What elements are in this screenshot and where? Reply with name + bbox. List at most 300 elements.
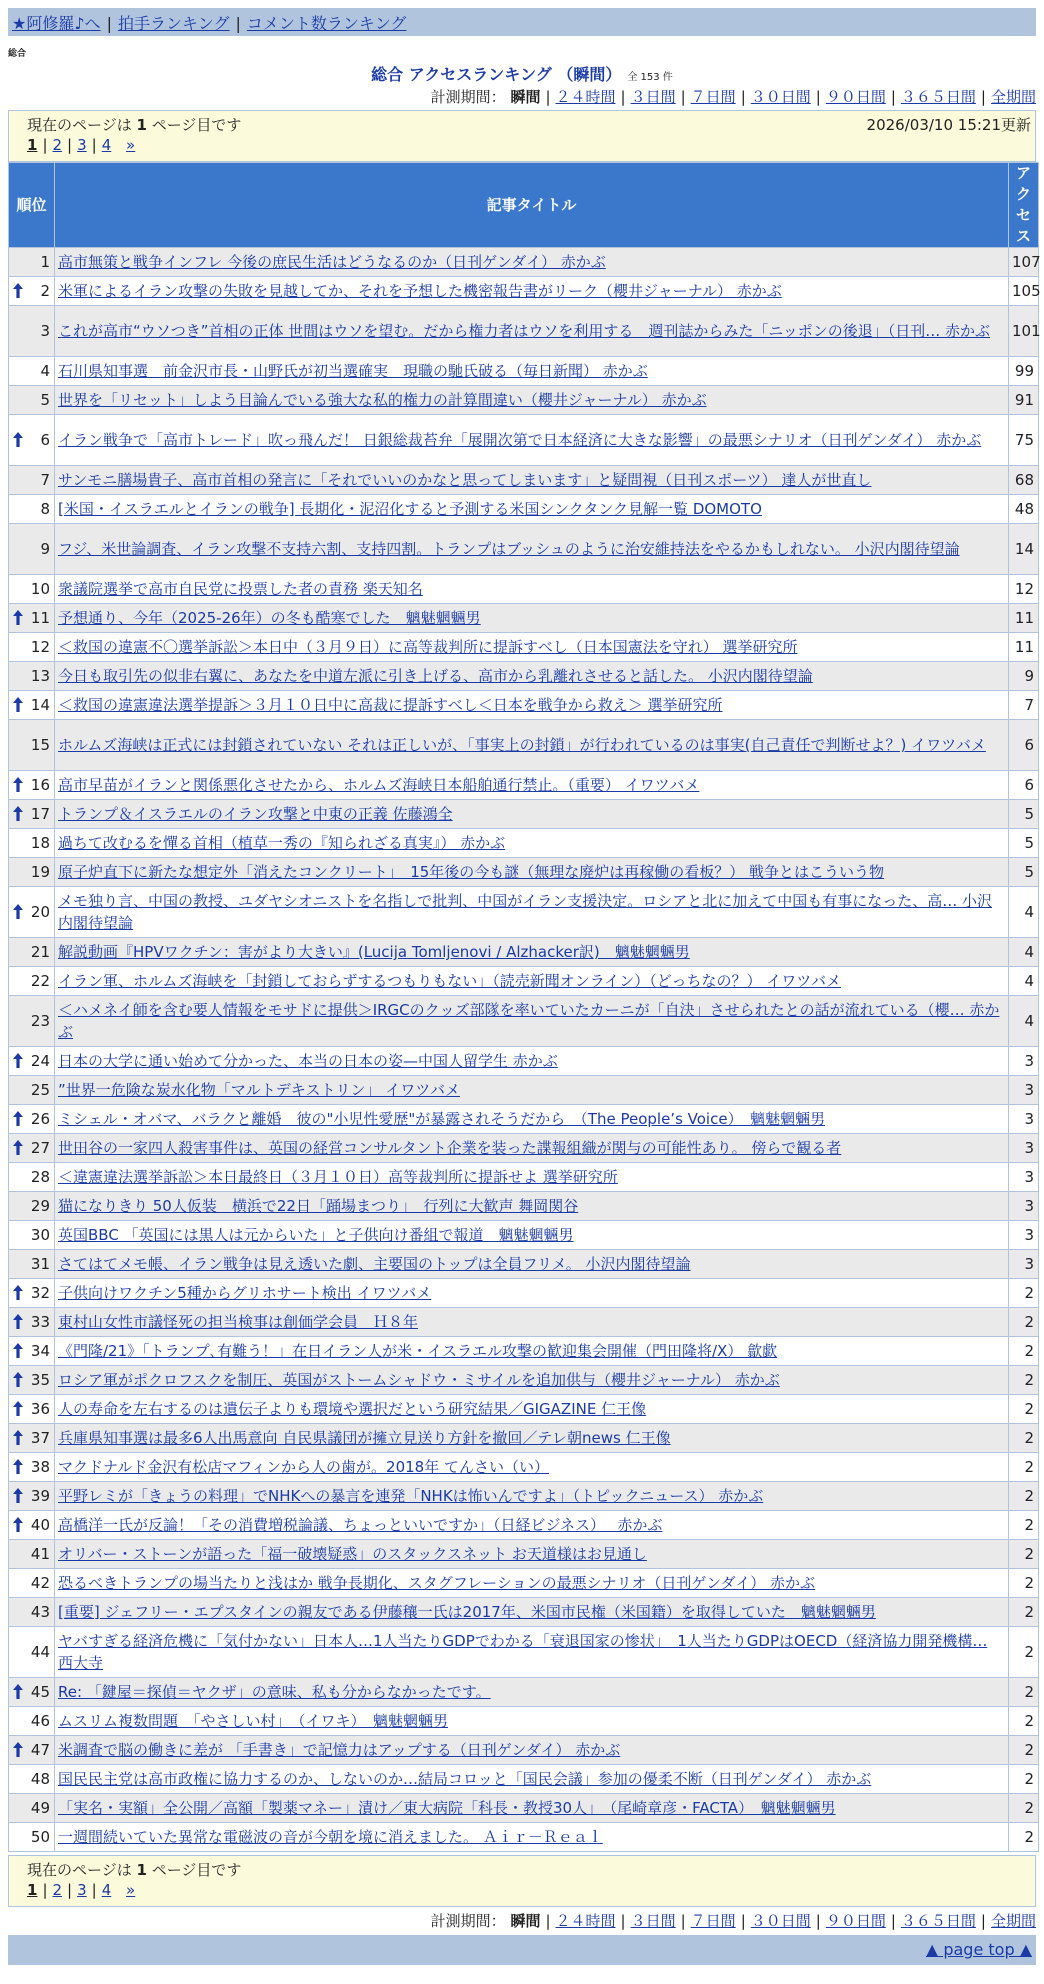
page-top-bar [8,1935,1036,1965]
ranking-table [8,162,1039,1852]
title-cell [55,306,1009,357]
access-count: 107 [1009,248,1039,277]
pager-box-bottom [8,1855,1036,1907]
title-cell [55,887,1009,938]
rank-cell [9,1134,55,1163]
updated-timestamp: 2026/03/10 15:21更新 [866,116,1031,134]
access-count: 2 [1009,1823,1039,1852]
title-cell [55,1627,1009,1678]
article-title-link[interactable]: [重要] ジェフリー・エプスタインの親友である伊藤穰一氏は2017年、米国市民権（米国籍）を取得していた 魑魅魍魎男 [58,1603,876,1621]
table-row [9,691,1039,720]
table-row [9,967,1039,996]
category-label: 総合 [8,49,27,59]
rank-number: 24 [30,1052,50,1070]
title-cell [55,720,1009,771]
article-title-link[interactable]: Re: 「鍵屋＝探偵＝ヤクザ」の意味、私も分からなかったです。 [58,1683,491,1701]
title-cell [55,691,1009,720]
table-row [9,1192,1039,1221]
rank-cell [9,1221,55,1250]
rank-cell [9,1627,55,1678]
rank-number: 39 [30,1487,50,1505]
up-arrow-icon [13,1401,23,1416]
access-count: 2 [1009,1569,1039,1598]
rank-number: 11 [30,609,50,627]
access-count: 9 [1009,662,1039,691]
rank-number: 27 [30,1139,50,1157]
top-nav-bar [8,8,1036,36]
table-row [9,829,1039,858]
period-link-3d[interactable]: ３日間 [630,88,676,106]
access-count: 5 [1009,858,1039,887]
article-title-link[interactable]: 衆議院選挙で高市自民党に投票した者の責務 楽天知名 [58,580,423,598]
rank-cell [9,1163,55,1192]
rank-number: 22 [30,972,50,990]
access-count: 101 [1009,306,1039,357]
article-title-link[interactable]: 日本の大学に通い始めて分かった、本当の日本の姿—中国人留学生 赤かぶ [58,1052,558,1070]
rank-number: 3 [40,322,50,340]
title-cell [55,1366,1009,1395]
period-link-24h[interactable]: ２４時間 [555,1912,616,1930]
period-link-30d[interactable]: ３０日間 [750,88,811,106]
up-arrow-icon [13,1488,23,1503]
rank-number: 33 [30,1313,50,1331]
table-row [9,1395,1039,1424]
article-title-link[interactable]: さてはてメモ帳、イラン戦争は見え透いた劇、主要国のトップは全員フリメ。 小沢内閣待望論 [58,1255,691,1273]
table-row [9,1707,1039,1736]
article-title-link[interactable]: 原子炉直下に新たな想定外「消えたコンクリート」 15年後の今も謎（無理な廃炉は再稼働の看板？） 戦争とはこういう物 [58,863,885,881]
article-title-link[interactable]: 高橋洋一氏が反論！「その消費増税論議、ちょっといいですか」（日経ビジネス） 赤かぶ [58,1516,663,1534]
table-row [9,1279,1039,1308]
rank-cell [9,524,55,575]
title-cell [55,662,1009,691]
rank-number: 28 [30,1168,50,1186]
page-title-text: 総合 アクセスランキング （瞬間） [371,65,622,84]
rank-number: 21 [30,943,50,961]
rank-cell [9,1279,55,1308]
pager-page-3[interactable]: 3 [77,136,87,154]
access-count: 3 [1009,1047,1039,1076]
article-title-link[interactable]: 子供向けワクチン5種からグリホサート検出 イワツバメ [58,1284,432,1302]
nav-separator: | [235,14,241,33]
article-title-link[interactable]: 国民民主党は高市政権に協力するのか、しないのか…結局コロッと「国民会議」参加の優柔不断（日刊ゲンダイ） 赤かぶ [58,1770,872,1788]
access-count: 2 [1009,1511,1039,1540]
article-title-link[interactable]: ”世界一危険な炭水化物「マルトデキストリン」 イワツバメ [58,1081,460,1099]
access-count: 105 [1009,277,1039,306]
article-title-link[interactable]: 平野レミが「きょうの料理」でNHKへの暴言を連発「NHKは怖いんですよ」（トピックニュース） 赤かぶ [58,1487,764,1505]
access-count: 3 [1009,1134,1039,1163]
article-title-link[interactable]: 今日も取引先の似非右翼に、あなたを中道左派に引き上げる、高市から乳離れさせると話した。 小沢内閣待望論 [58,667,813,685]
period-current: 瞬間 [510,1912,541,1930]
rank-number: 13 [30,667,50,685]
title-cell [55,1794,1009,1823]
rank-number: 42 [30,1574,50,1592]
access-count: 14 [1009,524,1039,575]
article-title-link[interactable]: イラン軍、ホルムズ海峡を「封鎖しておらずするつもりもない」（読売新聞オンライン）（どっちなの？） イワツバメ [58,972,841,990]
up-arrow-icon [13,1053,23,1068]
table-row [9,386,1039,415]
table-row [9,771,1039,800]
table-row [9,277,1039,306]
article-title-link[interactable]: ミシェル・オバマ、バラクと離婚 彼の"小児性愛歴"が暴露されそうだから （The People’s Voice） 魑魅魍魎男 [58,1110,826,1128]
rank-cell [9,1395,55,1424]
pager-box-top [8,110,1036,162]
access-count: 75 [1009,415,1039,466]
up-arrow-icon [13,432,23,447]
title-cell [55,1453,1009,1482]
title-cell [55,386,1009,415]
rank-number: 48 [30,1770,50,1788]
header-access: アクセス [1009,163,1039,248]
title-cell [55,800,1009,829]
up-arrow-icon [13,1372,23,1387]
article-title-link[interactable]: メモ独り言、中国の教授、ユダヤシオニストを名指しで批判、中国がイラン支援決定。ロシアと北に加えて中国も有事になった、高… 小沢内閣待望論 [58,892,993,932]
article-title-link[interactable]: 石川県知事選 前金沢市長・山野氏が初当選確実 現職の馳氏破る（毎日新聞） 赤かぶ [58,362,648,380]
rank-cell [9,306,55,357]
up-arrow-icon [13,1430,23,1445]
rank-cell [9,1540,55,1569]
table-row [9,1366,1039,1395]
rank-cell [9,1482,55,1511]
article-title-link[interactable]: 予想通り、今年（2025-26年）の冬も酷寒でした 魑魅魍魎男 [58,609,481,627]
rank-number: 45 [30,1683,50,1701]
article-title-link[interactable]: 東村山女性市議怪死の担当検事は創価学会員 Ｈ８年 [58,1313,419,1331]
access-count: 3 [1009,1163,1039,1192]
access-count: 2 [1009,1678,1039,1707]
up-arrow-icon [13,697,23,712]
access-count: 68 [1009,466,1039,495]
comment-ranking-link[interactable]: コメント数ランキング [246,14,407,33]
period-link-90d[interactable]: ９０日間 [825,1912,886,1930]
rank-number: 6 [40,431,50,449]
table-row [9,887,1039,938]
up-arrow-icon [13,1517,23,1532]
table-row [9,1076,1039,1105]
title-cell [55,967,1009,996]
rank-cell [9,720,55,771]
table-row [9,633,1039,662]
table-row [9,1482,1039,1511]
rank-cell [9,1453,55,1482]
rank-cell [9,662,55,691]
table-row [9,604,1039,633]
up-arrow-icon [13,806,23,821]
article-title-link[interactable]: 「実名・実額」全公開／高額「製薬マネー」漬け／東大病院「科長・教授30人」 （尾崎章彦・FACTA） 魑魅魍魎男 [58,1799,836,1817]
total-count: 全 153 件 [627,72,673,83]
period-selector-bottom: 計測期間： 瞬間 | ２４時間 | ３日間 | ７日間 | ３０日間 | ９０日間 | ３６５日間 | 全期間 [430,1912,1036,1930]
title-cell [55,357,1009,386]
article-title-link[interactable]: 一週間続いていた異常な電磁波の音が今朝を境に消えました。 Ａｉｒ－Ｒｅａｌ [58,1828,603,1846]
table-row [9,1794,1039,1823]
rank-cell [9,771,55,800]
access-count: 3 [1009,1192,1039,1221]
access-count: 2 [1009,1794,1039,1823]
pager-page-2[interactable]: 2 [52,1881,63,1899]
rank-number: 41 [30,1545,50,1563]
up-arrow-icon [13,1459,23,1474]
title-cell [55,1105,1009,1134]
title-cell [55,1192,1009,1221]
title-cell [55,1569,1009,1598]
page-top-link[interactable]: ▲ page top ▲ [925,1940,1032,1959]
title-cell [55,996,1009,1047]
access-count: 2 [1009,1707,1039,1736]
up-arrow-icon [13,904,23,919]
up-arrow-icon [13,610,23,625]
table-row [9,1540,1039,1569]
table-row [9,357,1039,386]
access-count: 6 [1009,771,1039,800]
current-page-prefix: 現在のページは [27,1861,137,1879]
rank-cell [9,1736,55,1765]
article-title-link[interactable]: これが高市“ウソつき”首相の正体 世間はウソを望む。だから権力者はウソを利用する 週刊誌からみた「ニッポンの後退」（日刊… 赤かぶ [58,322,990,340]
rank-number: 47 [30,1741,50,1759]
rank-number: 37 [30,1429,50,1447]
table-row [9,1163,1039,1192]
current-page-prefix: 現在のページは [27,116,137,134]
access-count: 3 [1009,1076,1039,1105]
rank-number: 26 [30,1110,50,1128]
rank-cell [9,1076,55,1105]
article-title-link[interactable]: ＜違憲違法選挙訴訟＞本日最終日（３月１０日）高等裁判所に提訴せよ 選挙研究所 [58,1168,618,1186]
title-cell [55,829,1009,858]
rank-cell [9,575,55,604]
access-count: 4 [1009,996,1039,1047]
period-link-7d[interactable]: ７日間 [690,1912,736,1930]
title-cell [55,1540,1009,1569]
article-title-link[interactable]: [米国・イスラエルとイランの戦争] 長期化・泥沼化すると予測する米国シンクタンク見解一覧 DOMOTO [58,500,762,518]
article-title-link[interactable]: フジ、米世論調査、イラン攻撃不支持六割、支持四割。トランプはブッシュのように治安維持法をやるかもしれない。 小沢内閣待望論 [58,540,960,558]
period-current: 瞬間 [510,88,541,106]
article-title-link[interactable]: 兵庫県知事選は最多6人出馬意向 自民県議団が擁立見送り方針を撤回／テレ朝news 仁王像 [58,1429,671,1447]
article-title-link[interactable]: 《門隆/21》「トランプ､有難う！」在日イラン人が米・イスラエル攻撃の歓迎集会開催（門田隆将/X） 歙歔 [58,1342,778,1360]
access-count: 5 [1009,800,1039,829]
title-cell [55,1678,1009,1707]
table-row [9,996,1039,1047]
article-title-link[interactable]: 猫になりきり 50人仮装 横浜で22日「踊場まつり」 行列に大歓声 舞岡関谷 [58,1197,579,1215]
rank-cell [9,967,55,996]
article-title-link[interactable]: イラン戦争で「高市トレード」吹っ飛んだ！ 日銀総裁苔弁「展開次第で日本経済に大きな影響」の最悪シナリオ（日刊ゲンダイ） 赤かぶ [58,431,982,449]
table-row [9,938,1039,967]
access-count: 11 [1009,633,1039,662]
title-cell [55,277,1009,306]
access-count: 48 [1009,495,1039,524]
clap-ranking-link[interactable]: 拍手ランキング [117,14,230,33]
pager-current: 1 [27,136,38,154]
period-link-7d[interactable]: ７日間 [690,88,736,106]
rank-number: 7 [40,471,50,489]
rank-cell [9,1823,55,1852]
article-title-link[interactable]: ヤバすぎる経済危機に「気付かない」日本人…1人当たりGDPでわかる「衰退国家の惨状」 1人当たりGDPはOECD（経済協力開発機構… 西大寺 [58,1632,988,1672]
table-row [9,800,1039,829]
article-title-link[interactable]: 高市無策と戦争インフレ 今後の庶民生活はどうなるのか（日刊ゲンダイ） 赤かぶ [58,253,606,271]
article-title-link[interactable]: 恐るべきトランプの場当たりと浅はか 戦争長期化、スタグフレーションの最悪シナリオ（日刊ゲンダイ） 赤かぶ [58,1574,815,1592]
title-cell [55,248,1009,277]
rank-number: 1 [40,253,50,271]
rank-cell [9,248,55,277]
title-cell [55,524,1009,575]
rank-number: 25 [30,1081,50,1099]
period-link-3d[interactable]: ３日間 [630,1912,676,1930]
up-arrow-icon [13,1111,23,1126]
access-count: 2 [1009,1540,1039,1569]
rank-cell [9,1794,55,1823]
pager-page-3[interactable]: 3 [77,1881,87,1899]
table-row [9,858,1039,887]
article-title-link[interactable]: 世田谷の一家四人殺害事件は、英国の経営コンサルタント企業を装った諜報組織が関与の可能性あり。 傍らで観る者 [58,1139,842,1157]
rank-cell [9,633,55,662]
pager-next[interactable]: » [126,136,136,154]
period-link-365d[interactable]: ３６５日間 [900,88,976,106]
access-count: 4 [1009,967,1039,996]
pager-page-4[interactable]: 4 [101,1881,112,1899]
rank-number: 16 [30,776,50,794]
article-title-link[interactable]: ＜救国の違憲違法選挙提訴＞３月１０日中に高裁に提訴すべし＜日本を戦争から救え＞ 選挙研究所 [58,696,723,714]
rank-cell [9,1250,55,1279]
access-count: 2 [1009,1366,1039,1395]
rank-cell [9,829,55,858]
article-title-link[interactable]: ムスリム複数問題 「やさしい村」 （イワキ） 魑魅魍魎男 [58,1712,449,1730]
period-link-365d[interactable]: ３６５日間 [900,1912,976,1930]
header-title: 記事タイトル [55,163,1009,248]
access-count: 5 [1009,829,1039,858]
page-title [0,62,1044,85]
title-cell [55,1823,1009,1852]
rank-cell [9,691,55,720]
rank-number: 14 [30,696,50,714]
article-title-link[interactable]: 高市早苗がイランと関係悪化させたから、ホルムズ海峡日本船舶通行禁止。（重要） イワツバメ [58,776,700,794]
period-label: 計測期間： [430,88,506,106]
article-title-link[interactable]: トランプ＆イスラエルのイラン攻撃と中東の正義 佐藤鴻全 [58,805,453,823]
table-row [9,415,1039,466]
ranking-table-body [9,248,1039,1852]
rank-cell [9,277,55,306]
rank-cell [9,415,55,466]
article-title-link[interactable]: ロシア軍がポクロフスクを制圧、英国がストームシャドウ・ミサイルを追加供与（櫻井ジャーナル） 赤かぶ [58,1371,780,1389]
article-title-link[interactable]: サンモニ膳場貴子、高市首相の発言に「それでいいのかなと思ってしまいます」と疑問視（日刊スポーツ） 達人が世直し [58,471,872,489]
period-link-30d[interactable]: ３０日間 [750,1912,811,1930]
rank-number: 15 [30,736,50,754]
rank-number: 36 [30,1400,50,1418]
rank-cell [9,1765,55,1794]
title-cell [55,604,1009,633]
rank-number: 49 [30,1799,50,1817]
access-count: 4 [1009,938,1039,967]
article-title-link[interactable]: 解説動画『HPVワクチン：害がより大きい』(Lucija Tomljenovi / Alzhacker訳) 魑魅魍魎男 [58,943,690,961]
rank-cell [9,1192,55,1221]
period-link-90d[interactable]: ９０日間 [825,88,886,106]
access-count: 12 [1009,575,1039,604]
access-count: 2 [1009,1598,1039,1627]
article-title-link[interactable]: ＜救国の違憲不〇選挙訴訟＞本日中（３月９日）に高等裁判所に提訴すべし（日本国憲法を守れ） 選挙研究所 [58,638,798,656]
access-count: 3 [1009,1250,1039,1279]
article-title-link[interactable]: 世界を「リセット」しよう目論んでいる強大な私的権力の計算間違い（櫻井ジャーナル） 赤かぶ [58,391,707,409]
rank-number: 29 [30,1197,50,1215]
table-row [9,1765,1039,1794]
table-row [9,720,1039,771]
table-row [9,1736,1039,1765]
title-cell [55,938,1009,967]
current-page-suffix: ページ目です [146,1861,242,1879]
rank-number: 43 [30,1603,50,1621]
rank-cell [9,466,55,495]
table-row [9,1047,1039,1076]
rank-number: 8 [40,500,50,518]
rank-number: 9 [40,540,50,558]
access-count: 2 [1009,1424,1039,1453]
article-title-link[interactable]: 米軍によるイラン攻撃の失敗を見越してか、それを予想した機密報告書がリーク（櫻井ジャーナル） 赤かぶ [58,282,782,300]
rank-number: 35 [30,1371,50,1389]
title-cell [55,771,1009,800]
article-title-link[interactable]: オリバー・ストーンが語った「福一破壊疑惑」のスタックスネット お天道様はお見通し [58,1545,647,1563]
title-cell [55,1076,1009,1105]
current-page-number: 1 [136,116,147,134]
period-link-all[interactable]: 全期間 [990,1912,1036,1930]
rank-number: 30 [30,1226,50,1244]
rank-number: 50 [30,1828,50,1846]
rank-number: 19 [30,863,50,881]
rank-number: 31 [30,1255,50,1273]
rank-cell [9,1047,55,1076]
title-cell [55,1250,1009,1279]
rank-cell [9,1707,55,1736]
period-link-all[interactable]: 全期間 [990,88,1036,106]
pager-next[interactable]: » [126,1881,136,1899]
pager-page-2[interactable]: 2 [52,136,63,154]
up-arrow-icon [13,1684,23,1699]
article-title-link[interactable]: ＜ハメネイ師を含む要人情報をモサドに提供＞IRGCのクッズ部隊を率いていたカーニが「自決」させられたとの話が流れている（櫻… 赤かぶ [58,1001,1000,1041]
table-row [9,1598,1039,1627]
rank-cell [9,357,55,386]
rank-number: 18 [30,834,50,852]
access-count: 2 [1009,1627,1039,1678]
access-count: 4 [1009,887,1039,938]
table-row [9,1627,1039,1678]
current-page-suffix: ページ目です [146,116,242,134]
up-arrow-icon [13,1285,23,1300]
table-row [9,1221,1039,1250]
home-link[interactable]: ★阿修羅♪へ [12,14,101,33]
title-cell [55,575,1009,604]
access-count: 2 [1009,1482,1039,1511]
rank-number: 5 [40,391,50,409]
article-title-link[interactable]: ホルムズ海峡は正式には封鎖されていない それは正しいが、「事実上の封鎖」が行われているのは事実(自己責任で判断せよ？) イワツバメ [58,736,986,754]
article-title-link[interactable]: 米調査で脳の働きに差が 「手書き」で記憶力はアップする（日刊ゲンダイ） 赤かぶ [58,1741,621,1759]
rank-cell [9,996,55,1047]
period-link-24h[interactable]: ２４時間 [555,88,616,106]
title-cell [55,1308,1009,1337]
table-row [9,1511,1039,1540]
rank-number: 17 [30,805,50,823]
nav-separator: | [106,14,112,33]
rank-cell [9,1511,55,1540]
rank-number: 32 [30,1284,50,1302]
table-row [9,1569,1039,1598]
period-label: 計測期間： [430,1912,506,1930]
rank-number: 40 [30,1516,50,1534]
title-cell [55,1511,1009,1540]
current-page-number: 1 [136,1861,147,1879]
article-title-link[interactable]: 過ちて改むるを憚る首相（植草一秀の『知られざる真実』） 赤かぶ [58,834,506,852]
access-count: 3 [1009,1221,1039,1250]
table-row [9,1424,1039,1453]
table-row [9,306,1039,357]
table-row [9,662,1039,691]
title-cell [55,1337,1009,1366]
article-title-link[interactable]: 人の寿命を左右するのは遺伝子よりも環境や選択だという研究結果／GIGAZINE 仁王像 [58,1400,647,1418]
article-title-link[interactable]: 英国BBC 「英国には黒人は元からいた」と子供向け番組で報道 魑魅魍魎男 [58,1226,574,1244]
article-title-link[interactable]: マクドナルド金沢有松店マフィンから人の歯が。2018年 てんさい（い） [58,1458,549,1476]
pager-page-4[interactable]: 4 [101,136,112,154]
